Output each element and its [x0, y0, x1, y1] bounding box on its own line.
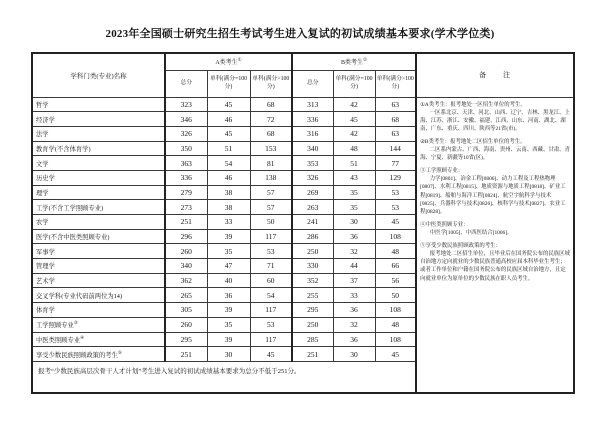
- score-cell: 362: [165, 273, 207, 288]
- subject-label: 教育学(不含体育学): [36, 145, 91, 153]
- note-head: ④中医类照顾专业：: [420, 221, 469, 228]
- score-cell: 273: [165, 200, 207, 215]
- score-cell: 363: [165, 156, 207, 171]
- note-body: 一区系北京、天津、河北、山西、辽宁、吉林、黑龙江、上海、江苏、浙江、安徽、福建、江西、山东、河南、湖北、湖南、广东、重庆、四川、陕西等21省(市)。: [420, 109, 570, 132]
- score-cell: 39: [207, 332, 250, 347]
- subject-label: 享受少数民族照顾政策的考生: [36, 351, 118, 359]
- score-cell: 295: [165, 332, 207, 347]
- group-b-label: B类考生: [341, 60, 364, 67]
- score-cell: 51: [207, 141, 250, 156]
- remark-cell: [416, 97, 574, 393]
- score-cell: 48: [333, 141, 375, 156]
- score-cell: 30: [207, 347, 250, 362]
- score-cell: 50: [375, 288, 416, 303]
- score-cell: 53: [250, 244, 292, 259]
- score-cell: 330: [292, 259, 333, 274]
- score-cell: 251: [292, 347, 333, 362]
- subject-label: 哲学: [36, 101, 49, 109]
- subject-cell: [32, 156, 165, 171]
- score-cell: 32: [333, 317, 375, 332]
- score-cell: 117: [250, 332, 292, 347]
- score-cell: 279: [165, 185, 207, 200]
- subject-cell: [32, 170, 165, 185]
- note-head: ③工学照顾专业：: [420, 168, 464, 175]
- page-title: 2023年全国硕士研究生招生考试考生进入复试的初试成绩基本要求(学术学位类): [105, 28, 495, 40]
- score-cell: 250: [292, 317, 333, 332]
- score-cell: 138: [250, 170, 292, 185]
- subject-label: 管理学: [36, 263, 55, 271]
- score-cell: 35: [333, 200, 375, 215]
- score-cell: 353: [292, 156, 333, 171]
- note-body: 中医学[1005]、中西医结合[1006]。: [429, 230, 513, 237]
- group-a-footnote-ref: ①: [237, 57, 242, 63]
- subject-label: 交叉学科(专业代码前两位为14): [36, 292, 123, 300]
- score-cell: 77: [375, 156, 416, 171]
- score-cell: 350: [165, 141, 207, 156]
- score-cell: 260: [165, 317, 207, 332]
- subject-cell: [32, 332, 165, 347]
- note-body: 力学[0801]、冶金工程[0806]、动力工程及工程热物理[0807]、水利工程[0815]、地质资源与地质工程[0818]、矿业工程[0819]、船舶与海洋工程[0824]、航空宇航科学与技术[0825]、兵器科学与技术[0826]、核科学与技术[0827]、农业工程[0828]。: [420, 176, 566, 215]
- score-cell: 285: [292, 332, 333, 347]
- score-cell: 68: [250, 126, 292, 141]
- subject-label: 经济学: [36, 116, 55, 124]
- table-row: [32, 97, 574, 112]
- score-cell: 263: [292, 200, 333, 215]
- subject-label: 文学: [36, 160, 49, 168]
- score-cell: 336: [292, 112, 333, 127]
- score-cell: 295: [292, 303, 333, 318]
- score-cell: 108: [375, 229, 416, 244]
- subject-cell: [32, 317, 165, 332]
- score-cell: 35: [207, 317, 250, 332]
- subject-label: 艺术学: [36, 278, 55, 286]
- score-cell: 45: [375, 215, 416, 230]
- group-b-footnote-ref: ②: [363, 57, 368, 63]
- score-cell: 35: [207, 244, 250, 259]
- score-cell: 260: [165, 244, 207, 259]
- score-cell: 129: [375, 170, 416, 185]
- subject-cell: [32, 303, 165, 318]
- subject-cell: [32, 244, 165, 259]
- score-cell: 43: [333, 170, 375, 185]
- score-cell: 72: [250, 112, 292, 127]
- score-cell: 33: [207, 215, 250, 230]
- footnote-ref: ③: [73, 320, 78, 326]
- score-cell: 336: [165, 170, 207, 185]
- note-block: [420, 242, 570, 283]
- score-cell: 340: [292, 141, 333, 156]
- subject-label: 工学(不含工学照顾专业): [36, 204, 104, 212]
- score-cell: 30: [333, 215, 375, 230]
- score-cell: 66: [375, 259, 416, 274]
- subject-label: 历史学: [36, 175, 55, 183]
- score-cell: 47: [207, 259, 250, 274]
- score-cell: 46: [207, 112, 250, 127]
- score-cell: 340: [165, 259, 207, 274]
- score-cell: 38: [207, 185, 250, 200]
- table-body: [32, 97, 574, 393]
- score-cell: 36: [333, 229, 375, 244]
- score-cell: 42: [333, 97, 375, 112]
- subject-label: 理学: [36, 189, 49, 197]
- score-cell: 38: [207, 200, 250, 215]
- subject-cell: [32, 141, 165, 156]
- score-cell: 326: [292, 170, 333, 185]
- score-cell: 56: [375, 273, 416, 288]
- footnote-ref: ④: [80, 334, 85, 340]
- note-block: [420, 221, 570, 237]
- score-cell: 54: [207, 156, 250, 171]
- note-block: [420, 167, 570, 216]
- score-cell: 45: [207, 126, 250, 141]
- score-cell: 45: [333, 112, 375, 127]
- score-cell: 46: [207, 170, 250, 185]
- score-cell: 305: [165, 303, 207, 318]
- subject-cell: [32, 200, 165, 215]
- score-cell: 144: [375, 141, 416, 156]
- subject-label: 农学: [36, 219, 49, 227]
- score-cell: 153: [250, 141, 292, 156]
- score-cell: 53: [250, 317, 292, 332]
- col-header-b-single-over100: 单科(满分>100分): [375, 70, 416, 97]
- group-a-header: [165, 53, 292, 70]
- subject-cell: [32, 126, 165, 141]
- subject-cell: [32, 229, 165, 244]
- subject-cell: [32, 288, 165, 303]
- note-head: ⑤享受少数民族照顾政策的考生：: [420, 243, 501, 250]
- score-cell: 36: [207, 288, 250, 303]
- score-cell: 60: [250, 273, 292, 288]
- score-cell: 296: [165, 229, 207, 244]
- note-block: [420, 138, 570, 162]
- score-cell: 108: [375, 332, 416, 347]
- score-cell: 36: [333, 332, 375, 347]
- score-cell: 53: [375, 185, 416, 200]
- table-header: [32, 53, 574, 97]
- score-cell: 326: [165, 126, 207, 141]
- score-cell: 45: [250, 347, 292, 362]
- subject-cell: [32, 273, 165, 288]
- note-head: ①A类考生：报考地处一区招生单位的考生。: [420, 101, 526, 108]
- score-cell: 255: [292, 288, 333, 303]
- score-cell: 323: [165, 97, 207, 112]
- subject-cell: [32, 112, 165, 127]
- score-cell: 39: [207, 229, 250, 244]
- score-cell: 63: [375, 126, 416, 141]
- score-table: [31, 52, 575, 394]
- score-cell: 313: [292, 97, 333, 112]
- note-head: ②B类考生：报考地处二区招生单位的考生。: [420, 138, 526, 145]
- score-cell: 45: [207, 97, 250, 112]
- score-cell: 54: [250, 288, 292, 303]
- subject-cell: [32, 347, 165, 362]
- score-cell: 63: [375, 97, 416, 112]
- score-cell: 48: [375, 244, 416, 259]
- score-cell: 241: [292, 215, 333, 230]
- group-b-header: [292, 53, 416, 70]
- subject-cell: [32, 259, 165, 274]
- col-header-b-single100: 单科(满分=100分): [333, 70, 375, 97]
- subject-label: 工学照顾专业: [36, 322, 74, 330]
- score-cell: 286: [292, 229, 333, 244]
- score-cell: 346: [165, 112, 207, 127]
- score-cell: 37: [333, 273, 375, 288]
- score-cell: 50: [250, 215, 292, 230]
- score-cell: 265: [165, 288, 207, 303]
- score-cell: 251: [165, 347, 207, 362]
- group-a-label: A类考生: [215, 60, 238, 67]
- subject-label: 医学(不含中医类照顾专业): [36, 234, 110, 242]
- score-cell: 36: [333, 303, 375, 318]
- score-cell: 57: [250, 200, 292, 215]
- score-cell: 45: [375, 347, 416, 362]
- subject-label: 法学: [36, 131, 49, 139]
- subject-cell: [32, 97, 165, 112]
- score-cell: 117: [250, 229, 292, 244]
- note-block: [420, 101, 570, 133]
- score-cell: 316: [292, 126, 333, 141]
- subject-cell: [32, 215, 165, 230]
- score-cell: 251: [165, 215, 207, 230]
- score-cell: 269: [292, 185, 333, 200]
- score-cell: 57: [250, 185, 292, 200]
- score-cell: 35: [333, 185, 375, 200]
- subject-label: 中医类照顾专业: [36, 336, 81, 344]
- score-cell: 68: [375, 112, 416, 127]
- note-body: 报考地处二区招生单位，且毕业后在国务院公布的民族区域自治地方定向就业的少数民族普通高校应届本科毕业生考生；或者工作单位和户籍在国务院公布的民族区域自治地方，且定向就业单位为原单位的少数民族在职人员考生。: [420, 251, 570, 282]
- col-header-a-single-over100: 单科(满分>100分): [250, 70, 292, 97]
- score-cell: 44: [333, 259, 375, 274]
- col-header-a-total: 总分: [165, 70, 207, 97]
- score-cell: 108: [375, 303, 416, 318]
- score-cell: 51: [333, 156, 375, 171]
- score-cell: 48: [375, 317, 416, 332]
- score-cell: 117: [250, 303, 292, 318]
- score-cell: 71: [250, 259, 292, 274]
- score-cell: 32: [333, 244, 375, 259]
- score-cell: 40: [207, 273, 250, 288]
- remark-column-header: 备 注: [416, 53, 574, 97]
- subject-label: 军事学: [36, 248, 55, 256]
- col-header-a-single100: 单科(满分=100分): [207, 70, 250, 97]
- subject-label: 体育学: [36, 307, 55, 315]
- score-cell: 42: [333, 126, 375, 141]
- col-header-b-total: 总分: [292, 70, 333, 97]
- score-cell: 39: [207, 303, 250, 318]
- subject-column-header: 学科门类(专业)名称: [32, 53, 165, 97]
- score-cell: 68: [250, 97, 292, 112]
- score-cell: 352: [292, 273, 333, 288]
- score-cell: 250: [292, 244, 333, 259]
- score-cell: 53: [375, 200, 416, 215]
- score-cell: 81: [250, 156, 292, 171]
- score-cell: 30: [333, 347, 375, 362]
- footnote-text: 报考“少数民族高层次骨干人才计划”考生进入复试的初试成绩基本要求为总分不低于251分。: [32, 361, 416, 393]
- note-body: 二区系内蒙古、广西、海南、贵州、云南、西藏、甘肃、青海、宁夏、新疆等10省(区)。: [420, 147, 570, 162]
- footnote-ref: ⑤: [117, 349, 122, 355]
- subject-cell: [32, 185, 165, 200]
- score-cell: 33: [333, 288, 375, 303]
